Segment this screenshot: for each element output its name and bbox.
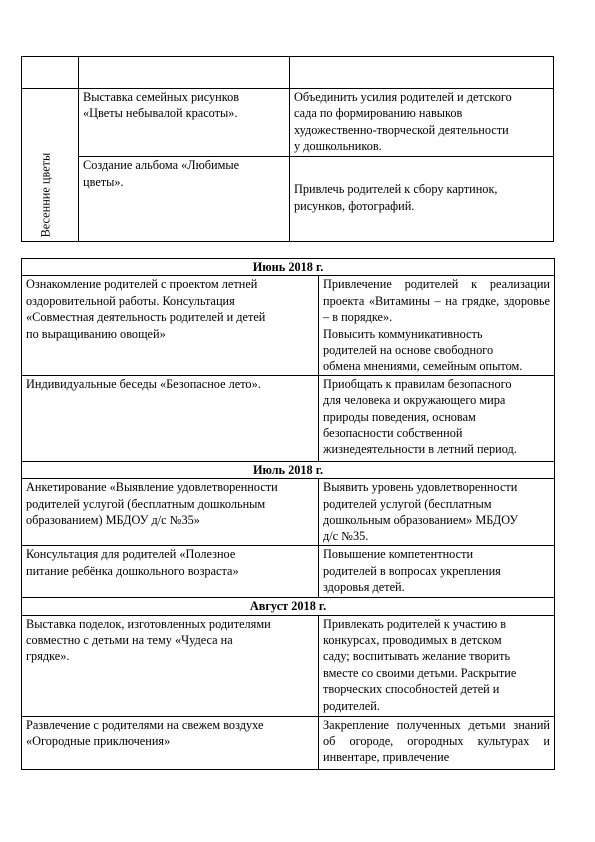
month-header-row [22,598,555,615]
event-cell: Консультация для родителей «Полезное питание ребёнка дошкольного возраста» [22,546,319,598]
event-cell: Ознакомление родителей с проектом летней оздоровительной работы. Консультация «Совместная деятельность родителей и детей по выращиванию овощей» [22,276,319,375]
section-label-cell [22,89,79,242]
goal-cell: Привлечь родителей к сбору картинок, рисунков, фотографий. [290,157,554,242]
header-cell [290,57,554,89]
goal-cell: Приобщать к правилам безопасного для человека и окружающего мира природы поведения, основам безопасности собственной жизнедеятельности в летний период. [319,375,555,461]
event-cell: Выставка семейных рисунков «Цветы небывалой красоты». [79,89,290,157]
event-cell: Выставка поделок, изготовленных родителями совместно с детьми на тему «Чудеса на грядке». [22,615,319,716]
month-title: Июль 2018 г. [22,461,555,478]
table-row [22,89,554,157]
table-row [22,157,554,242]
month-title: Июнь 2018 г. [22,259,555,276]
header-cell [79,57,290,89]
goal-cell: Привлекать родителей к участию в конкурсах, проводимых в детском саду; воспитывать желание творить вместе со своими детьми. Раскрытие творческих способностей детей и родителей. [319,615,555,716]
header-cell [22,57,79,89]
table-row [22,479,555,546]
summer-plan-table [21,258,555,770]
table-row [22,276,555,375]
table-row [22,546,555,598]
month-header-row [22,259,555,276]
goal-cell: Повышение компетентности родителей в вопросах укрепления здоровья детей. [319,546,555,598]
section-label: Весенние цветы [38,152,53,237]
table-row [22,375,555,461]
event-cell: Создание альбома «Любимые цветы». [79,157,290,242]
event-cell: Анкетирование «Выявление удовлетворенности родителей услугой (бесплатным дошкольным образованием) МБДОУ д/с №35» [22,479,319,546]
goal-cell: Закрепление полученных детьми знаний об огороде, огородных культурах и инвентаре, привлечение [319,716,555,769]
goal-cell: Выявить уровень удовлетворенности родителей услугой (бесплатным дошкольным образованием» МБДОУ д/с №35. [319,479,555,546]
event-cell: Развлечение с родителями на свежем воздухе «Огородные приключения» [22,716,319,769]
month-header-row [22,461,555,478]
table-row [22,615,555,716]
spring-flowers-table [21,56,554,242]
month-title: Август 2018 г. [22,598,555,615]
goal-cell: Объединить усилия родителей и детского сада по формированию навыков художественно-творческой деятельности у дошкольников. [290,89,554,157]
goal-cell: Привлечение родителей к реализации проекта «Витамины – на грядке, здоровье – в порядке». Повысить коммуникативность родителей на основе свободного обмена мнениями, семейным опытом. [319,276,555,375]
table-header-row [22,57,554,89]
event-cell: Индивидуальные беседы «Безопасное лето». [22,375,319,461]
table-row [22,716,555,769]
